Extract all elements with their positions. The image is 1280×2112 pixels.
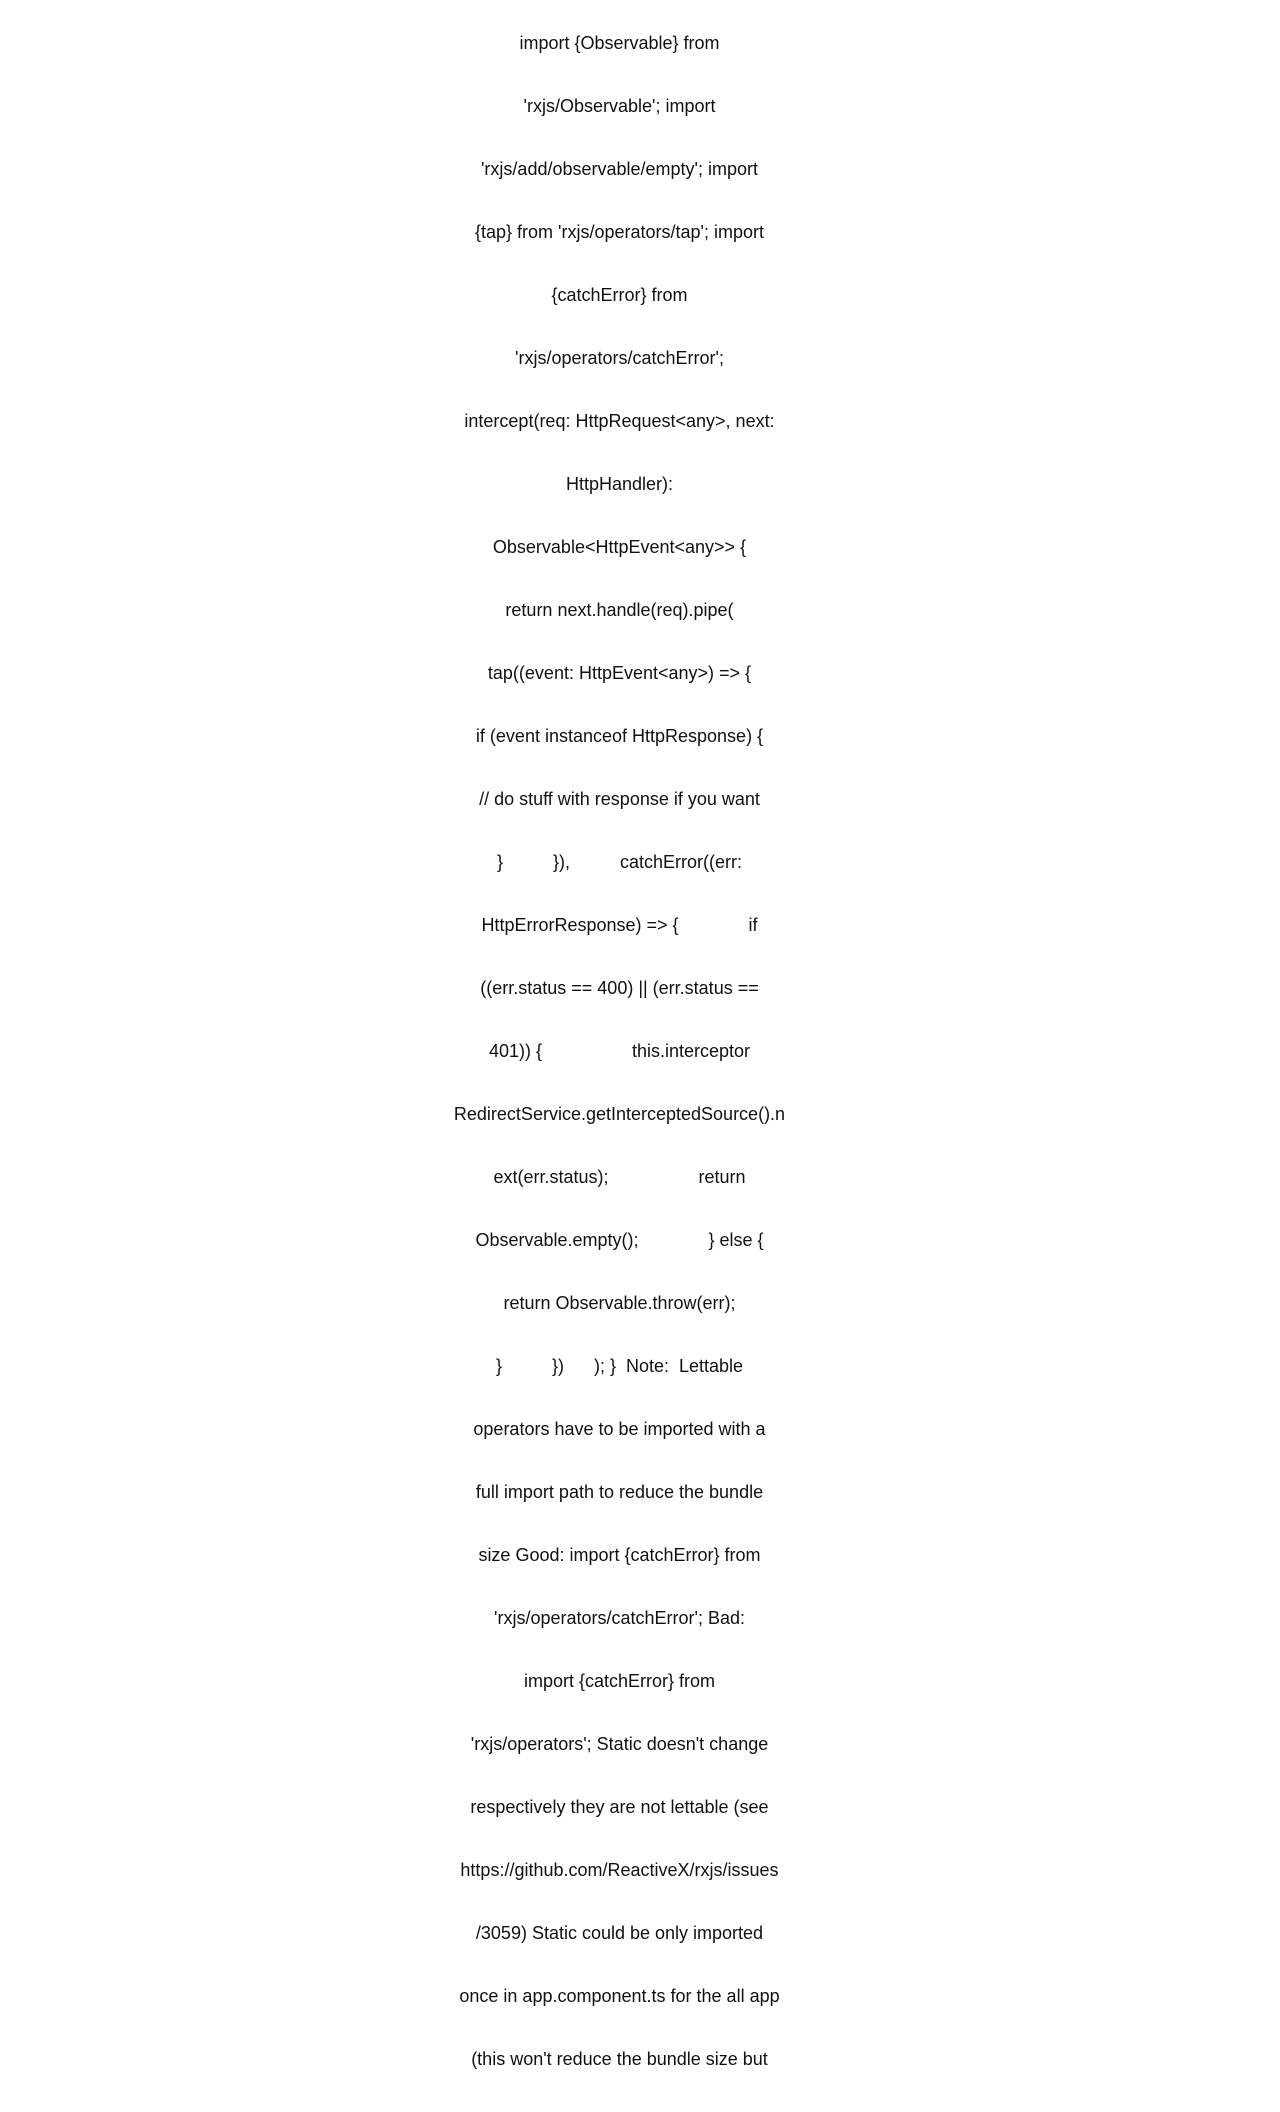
answer-line: 'rxjs/operators/catchError';	[515, 348, 724, 368]
answer-line: {tap} from 'rxjs/operators/tap'; import	[475, 222, 764, 242]
answer-line: 'rxjs/operators/catchError'; Bad:	[494, 1608, 745, 1628]
answer-line: } }) ); } Note: Lettable	[495, 1356, 744, 1376]
answer-line: // do stuff with response if you want	[479, 789, 760, 809]
answer-text-column	[453, 0, 786, 2069]
answer-line: Observable<HttpEvent<any>> {	[492, 537, 747, 557]
answer-line: return next.handle(req).pipe(	[505, 600, 734, 620]
answer-line: HttpHandler):	[565, 474, 674, 494]
answer-line: ext(err.status); return	[493, 1167, 746, 1187]
answer-line: once in app.component.ts for the all app	[459, 1986, 780, 2006]
answer-line: (this won't reduce the bundle size but	[471, 2049, 768, 2069]
answer-line: {catchError} from	[551, 285, 688, 305]
answer-line: RedirectService.getInterceptedSource().n	[453, 1104, 786, 1124]
answer-line: size Good: import {catchError} from	[478, 1545, 761, 1565]
answer-line: } }), catchError((err:	[496, 852, 743, 872]
answer-line: respectively they are not lettable (see	[470, 1797, 769, 1817]
answer-line: ((err.status == 400) || (err.status ==	[480, 978, 759, 998]
answer-line: HttpErrorResponse) => { if	[481, 915, 758, 935]
answer-line: Observable.empty(); } else {	[475, 1230, 764, 1250]
answer-line: import {Observable} from	[519, 33, 720, 53]
answer-line: intercept(req: HttpRequest<any>, next:	[464, 411, 775, 431]
answer-line: https://github.com/ReactiveX/rxjs/issues	[460, 1860, 779, 1880]
answer-line: return Observable.throw(err);	[503, 1293, 736, 1313]
answer-line: 'rxjs/add/observable/empty'; import	[481, 159, 758, 179]
answer-line: /3059) Static could be only imported	[475, 1923, 764, 1943]
answer-line: import {catchError} from	[523, 1671, 716, 1691]
answer-line: 'rxjs/Observable'; import	[523, 96, 716, 116]
answer-line: 'rxjs/operators'; Static doesn't change	[470, 1734, 769, 1754]
answer-line: operators have to be imported with a	[473, 1419, 766, 1439]
answer-line: full import path to reduce the bundle	[475, 1482, 764, 1502]
answer-line: tap((event: HttpEvent<any>) => {	[487, 663, 752, 683]
answer-line: if (event instanceof HttpResponse) {	[475, 726, 764, 746]
answer-line: 401)) { this.interceptor	[488, 1041, 751, 1061]
